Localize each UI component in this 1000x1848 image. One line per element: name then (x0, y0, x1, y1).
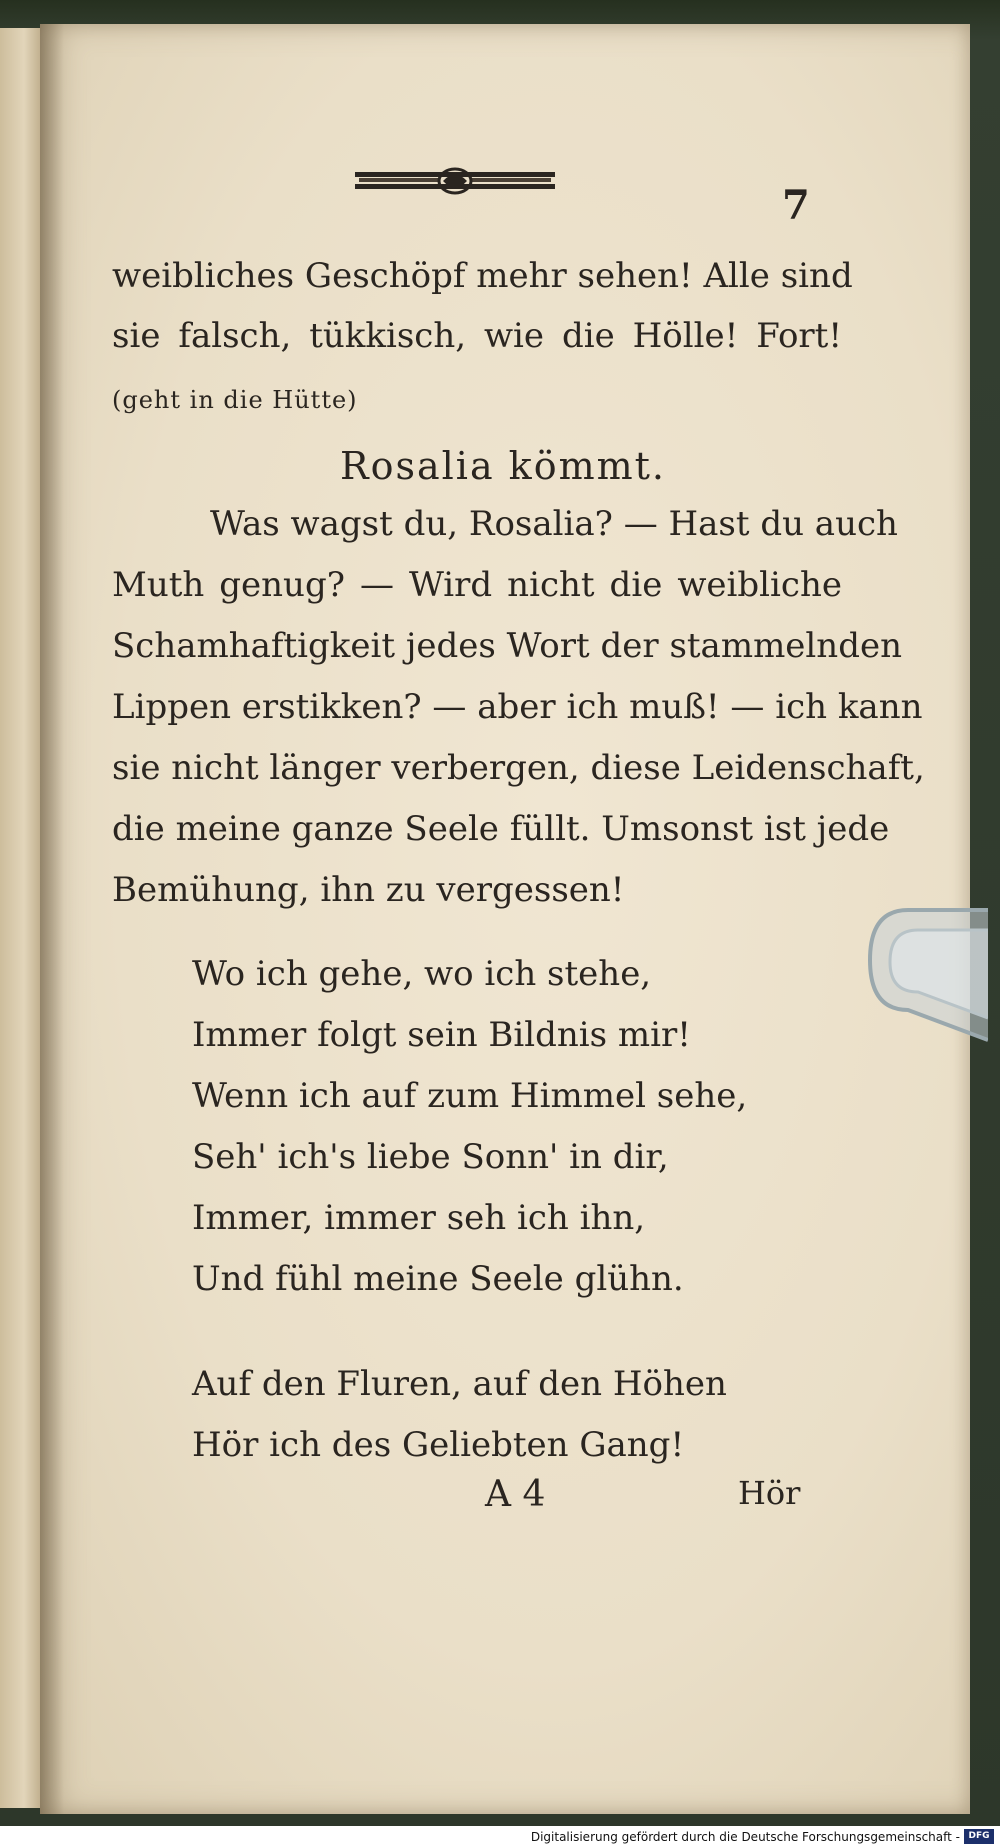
verse-line: Immer, immer seh ich ihn, (192, 1198, 646, 1238)
catchword: Hör (738, 1474, 801, 1512)
speech-line: Schamhaftigkeit jedes Wort der stammelnden (112, 626, 902, 666)
speech-line: Was wagst du, Rosalia? — Hast du auch (210, 504, 898, 544)
verse-line: Und fühl meine Seele glühn. (192, 1259, 684, 1299)
verse-line: Wo ich gehe, wo ich stehe, (192, 954, 652, 994)
digitization-footer (0, 1826, 1000, 1848)
speech-line: Lippen erstikken? — aber ich muß! — ich kann (112, 687, 923, 727)
prose-line: sie falsch, tükkisch, wie die Hölle! Fort! (112, 316, 842, 356)
footer-credit: Digitalisierung gefördert durch die Deutsche Forschungsgemeinschaft - (530, 1830, 960, 1844)
speaker-heading: Rosalia kömmt. (340, 444, 667, 488)
spine-shadow (40, 24, 64, 1814)
book-page (40, 24, 970, 1814)
speech-line: die meine ganze Seele füllt. Umsonst ist jede (112, 809, 890, 849)
verse-line: Immer folgt sein Bildnis mir! (192, 1015, 691, 1055)
page-clip (868, 900, 988, 1050)
stage-direction: (geht in die Hütte) (112, 386, 358, 414)
verse-stanza-2 (192, 1354, 727, 1476)
page-number: 7 (782, 182, 810, 229)
speech-line: sie nicht länger verbergen, diese Leidenschaft, (112, 748, 925, 788)
verse-line: Hör ich des Geliebten Gang! (192, 1425, 685, 1465)
verse-line: Wenn ich auf zum Himmel sehe, (192, 1076, 748, 1116)
verse-line: Seh' ich's liebe Sonn' in dir, (192, 1137, 669, 1177)
facing-page-edge (0, 28, 42, 1808)
prose-block (112, 246, 853, 366)
header-ornament (355, 166, 555, 196)
verse-stanza-1 (192, 944, 747, 1310)
verse-line: Auf den Fluren, auf den Höhen (192, 1364, 727, 1404)
dfg-logo: DFG (964, 1829, 994, 1844)
speech-line: Bemühung, ihn zu vergessen! (112, 870, 625, 910)
speech-line: Muth genug? — Wird nicht die weibliche (112, 565, 842, 605)
prose-line: weibliches Geschöpf mehr sehen! Alle sind (112, 256, 853, 296)
speech-block (112, 494, 925, 921)
signature-mark: A 4 (485, 1474, 546, 1515)
